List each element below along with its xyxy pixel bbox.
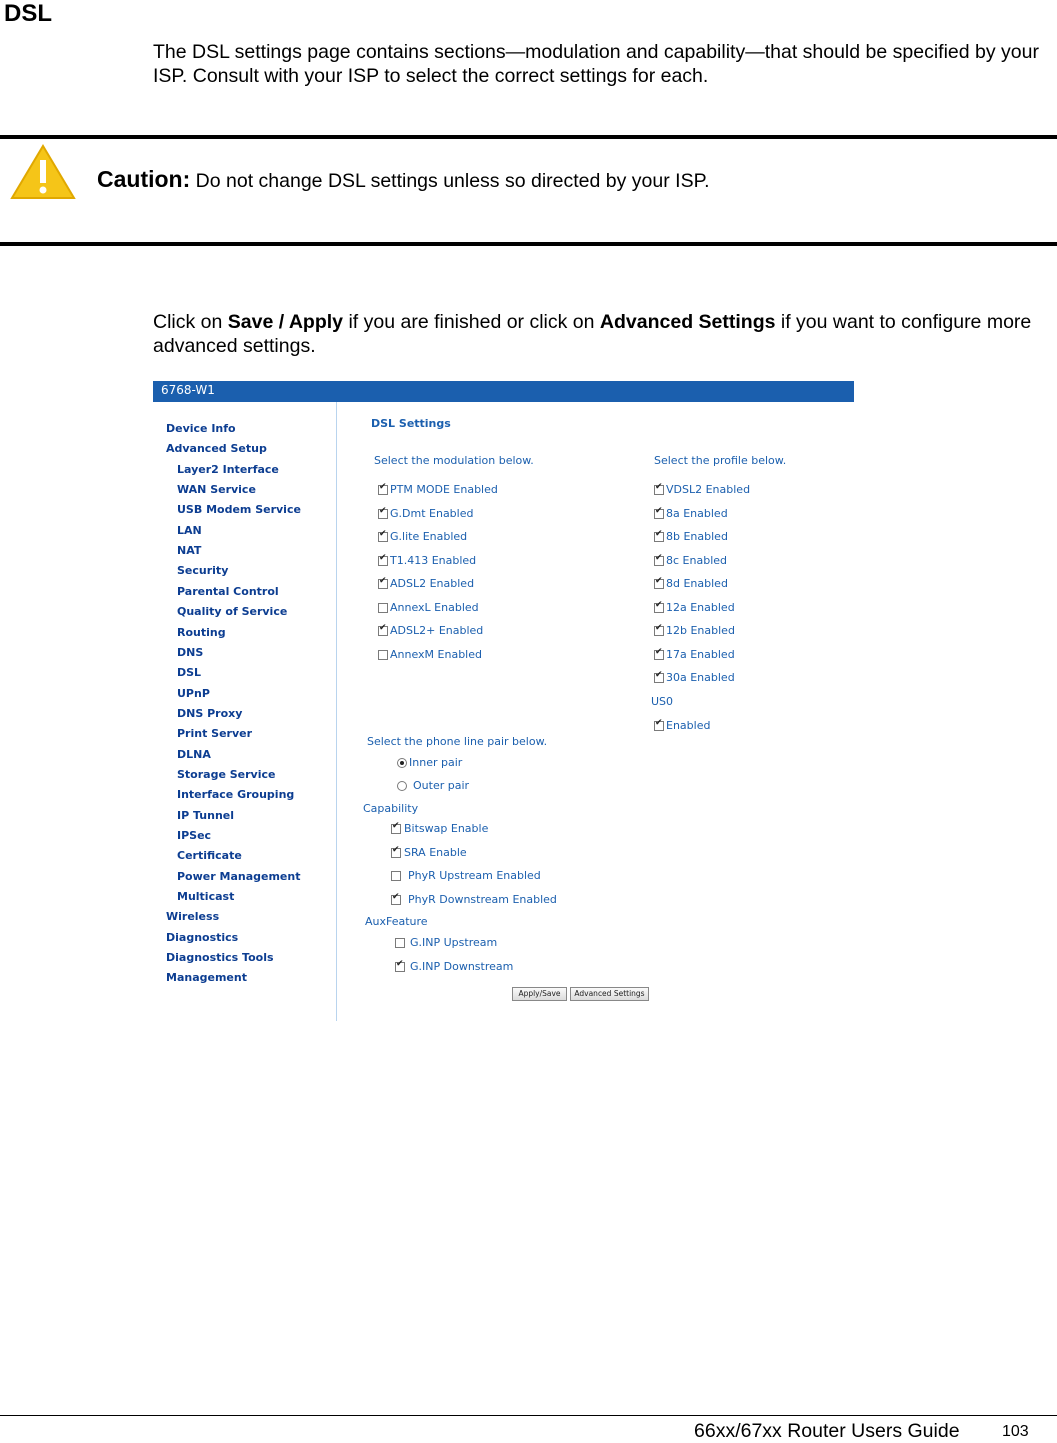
nav-item-diagnostics-tools[interactable]: Diagnostics Tools: [166, 951, 274, 965]
instruction-paragraph: [153, 310, 1048, 358]
nav-item-interface-grouping[interactable]: Interface Grouping: [177, 788, 295, 802]
aux-checkbox[interactable]: [395, 938, 405, 948]
profile-checkbox[interactable]: [654, 532, 664, 542]
modulation-checkbox[interactable]: [378, 650, 388, 660]
profile-label: 12b Enabled: [666, 624, 735, 637]
caution-note: [97, 166, 709, 193]
aux-label: G.INP Upstream: [410, 936, 498, 949]
profile-label: 8a Enabled: [666, 506, 728, 520]
nav-item-upnp[interactable]: UPnP: [177, 686, 210, 700]
nav-item-ipsec[interactable]: IPSec: [177, 829, 212, 842]
modulation-checkbox[interactable]: [378, 603, 388, 613]
capability-label: Bitswap Enable: [404, 822, 489, 835]
nav-item-ip-tunnel[interactable]: IP Tunnel: [177, 808, 235, 822]
nav-item-print-server[interactable]: Print Server: [177, 727, 253, 741]
nav-item-routing[interactable]: Routing: [177, 625, 226, 639]
footer-rule: [0, 1415, 1057, 1416]
nav-item-management[interactable]: Management: [166, 971, 247, 985]
modulation-checkbox[interactable]: [378, 485, 388, 495]
nav-item-nat[interactable]: NAT: [177, 544, 202, 558]
instruction-text: Click on: [153, 311, 228, 333]
nav-item-security[interactable]: Security: [177, 564, 229, 578]
nav-item-dns[interactable]: DNS: [177, 645, 204, 659]
modulation-label: T1.413 Enabled: [390, 553, 477, 567]
nav-item-storage-service[interactable]: Storage Service: [177, 767, 276, 781]
nav-item-wireless[interactable]: Wireless: [166, 910, 220, 924]
modulation-label: AnnexL Enabled: [390, 600, 479, 614]
us0-label: Enabled: [666, 719, 711, 732]
capability-label: SRA Enable: [404, 845, 467, 859]
modulation-label: PTM MODE Enabled: [390, 483, 498, 496]
capability-label: PhyR Upstream Enabled: [408, 869, 541, 882]
capability-checkbox[interactable]: [391, 824, 401, 834]
modulation-label: AnnexM Enabled: [390, 647, 482, 661]
profile-label: VDSL2 Enabled: [666, 483, 751, 496]
router-header-bar: [153, 381, 854, 402]
profile-checkbox[interactable]: [654, 485, 664, 495]
modulation-label: ADSL2+ Enabled: [390, 624, 484, 637]
caution-top-rule: [0, 135, 1057, 139]
modulation-heading: Select the modulation below.: [374, 454, 534, 467]
capability-label: PhyR Downstream Enabled: [408, 892, 557, 906]
profile-checkbox[interactable]: [654, 579, 664, 589]
profile-checkbox[interactable]: [654, 509, 664, 519]
phone-radio[interactable]: [397, 758, 407, 768]
us0-heading: US0: [651, 695, 674, 708]
caution-label: Caution:: [97, 166, 191, 192]
nav-item-dsl[interactable]: DSL: [177, 666, 202, 680]
caution-text: Do not change DSL settings unless so directed by your ISP.: [190, 170, 710, 192]
router-model: 6768-W1: [161, 383, 215, 397]
apply-save-button[interactable]: Apply/Save: [512, 987, 567, 1001]
nav-item-diagnostics[interactable]: Diagnostics: [166, 930, 239, 944]
nav-item-multicast[interactable]: Multicast: [177, 890, 235, 904]
phone-heading: Select the phone line pair below.: [367, 735, 548, 748]
aux-label: G.INP Downstream: [410, 959, 514, 973]
capability-checkbox[interactable]: [391, 848, 401, 858]
profile-checkbox[interactable]: [654, 650, 664, 660]
modulation-label: G.Dmt Enabled: [390, 506, 474, 520]
intro-paragraph: The DSL settings page contains sections—modulation and capability—that should be specified by your ISP. Consult with your ISP to select the correct settings for each.: [153, 41, 1039, 87]
footer-title: 66xx/67xx Router Users Guide: [694, 1420, 960, 1442]
profile-label: 12a Enabled: [666, 600, 735, 614]
profile-label: 8d Enabled: [666, 577, 728, 590]
nav-item-parental-control[interactable]: Parental Control: [177, 584, 279, 598]
nav-item-wan-service[interactable]: WAN Service: [177, 483, 256, 497]
dsl-settings-title: DSL Settings: [371, 417, 451, 430]
phone-label: Outer pair: [413, 779, 470, 792]
nav-item-certificate[interactable]: Certificate: [177, 849, 242, 863]
modulation-checkbox[interactable]: [378, 579, 388, 589]
capability-checkbox[interactable]: [391, 871, 401, 881]
auxfeature-heading: AuxFeature: [365, 915, 428, 928]
instruction-text: if you want to configure more advanced settings.: [153, 311, 1032, 357]
nav-item-layer2-interface[interactable]: Layer2 Interface: [177, 462, 279, 476]
profile-checkbox[interactable]: [654, 556, 664, 566]
profile-checkbox[interactable]: [654, 603, 664, 613]
router-screenshot: [153, 381, 854, 1021]
nav-item-usb-modem-service[interactable]: USB Modem Service: [177, 503, 301, 517]
us0-checkbox[interactable]: [654, 721, 664, 731]
page-number: 103: [1002, 1423, 1029, 1440]
profile-label: 30a Enabled: [666, 671, 735, 684]
nav-item-dns-proxy[interactable]: DNS Proxy: [177, 706, 243, 720]
nav-item-advanced-setup[interactable]: Advanced Setup: [166, 442, 267, 456]
modulation-label: ADSL2 Enabled: [390, 577, 475, 590]
caution-bottom-rule: [0, 242, 1057, 246]
phone-label: Inner pair: [409, 756, 463, 769]
capability-checkbox[interactable]: [391, 895, 401, 905]
profile-checkbox[interactable]: [654, 673, 664, 683]
profile-label: 8c Enabled: [666, 553, 727, 567]
profile-heading: Select the profile below.: [654, 454, 787, 467]
modulation-checkbox[interactable]: [378, 626, 388, 636]
profile-label: 17a Enabled: [666, 647, 735, 661]
modulation-checkbox[interactable]: [378, 509, 388, 519]
advanced-settings-term: Advanced Settings: [599, 311, 776, 333]
warning-triangle-icon: [10, 144, 76, 205]
nav-item-power-management[interactable]: Power Management: [177, 869, 301, 883]
section-title: DSL: [4, 0, 52, 27]
modulation-label: G.lite Enabled: [390, 530, 468, 543]
nav-item-device-info[interactable]: Device Info: [166, 422, 236, 435]
profile-label: 8b Enabled: [666, 530, 728, 543]
save-apply-term: Save / Apply: [227, 311, 344, 333]
nav-item-lan[interactable]: LAN: [177, 523, 202, 537]
capability-heading: Capability: [363, 802, 419, 815]
aux-checkbox[interactable]: [395, 962, 405, 972]
profile-checkbox[interactable]: [654, 626, 664, 636]
nav-item-dlna[interactable]: DLNA: [177, 747, 211, 761]
phone-radio[interactable]: [397, 781, 407, 791]
nav-item-quality-of-service[interactable]: Quality of Service: [177, 605, 288, 619]
modulation-checkbox[interactable]: [378, 556, 388, 566]
advanced-settings-button[interactable]: Advanced Settings: [570, 987, 649, 1001]
modulation-checkbox[interactable]: [378, 532, 388, 542]
instruction-text: if you are finished or click on: [343, 311, 600, 333]
